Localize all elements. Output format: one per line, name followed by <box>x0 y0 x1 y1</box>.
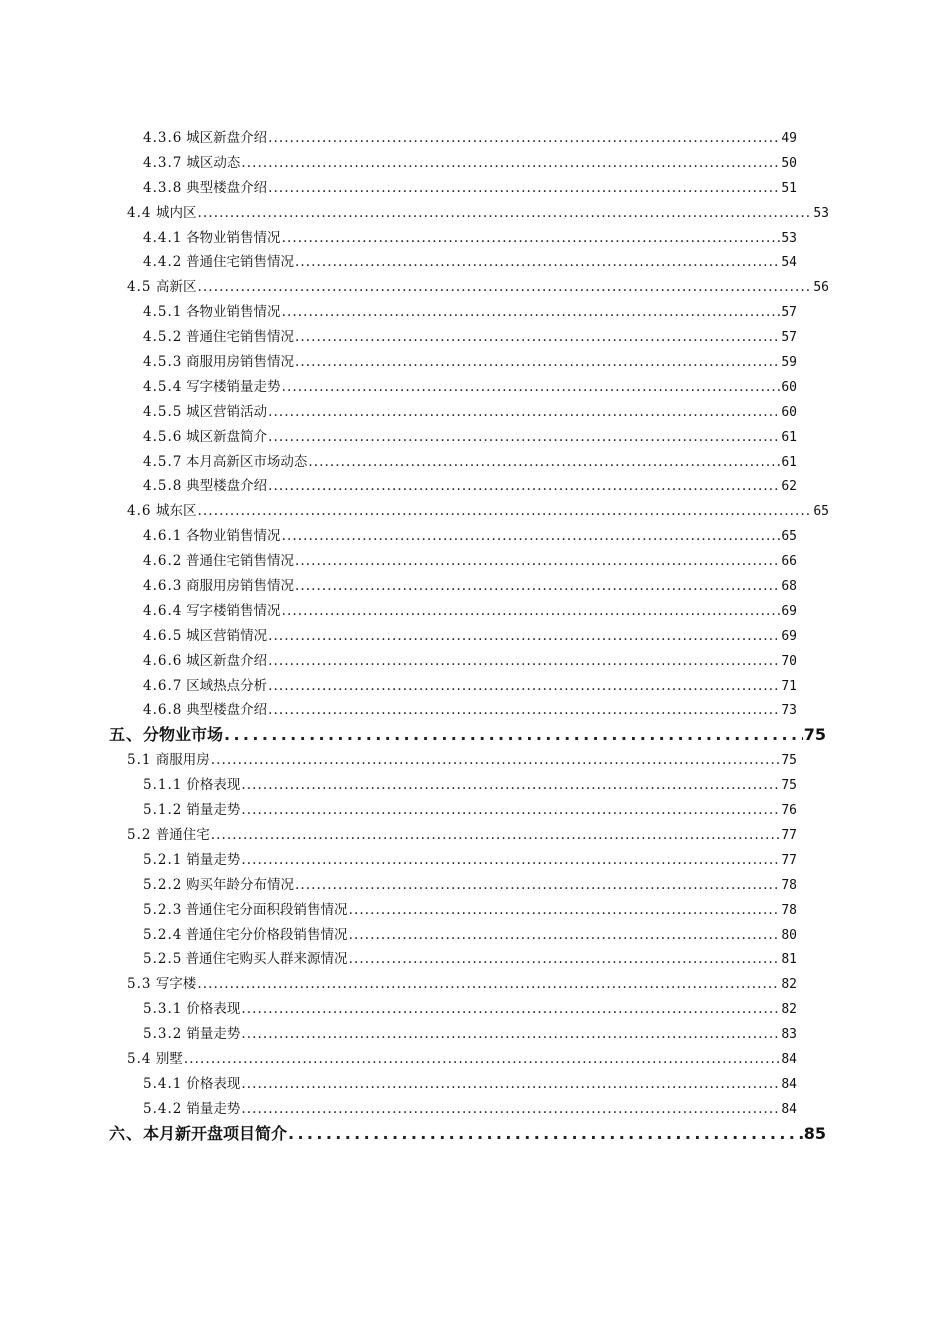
toc-entry-page: 70 <box>781 653 797 669</box>
toc-dot-leader <box>197 972 780 997</box>
toc-dot-leader <box>268 624 780 649</box>
toc-entry-number: 5.3 <box>127 976 152 993</box>
toc-entry-page: 69 <box>781 603 797 619</box>
toc-entry-title: 各物业销售情况 <box>186 229 281 246</box>
toc-dot-leader <box>241 798 780 823</box>
toc-entry-level-2[interactable] <box>127 499 829 524</box>
toc-dot-leader <box>211 748 781 773</box>
toc-dot-leader <box>308 450 780 475</box>
toc-entry-title: 价格表现 <box>186 777 241 794</box>
toc-entry-level-3[interactable] <box>143 549 797 574</box>
toc-dot-leader <box>295 873 780 898</box>
toc-entry-level-3[interactable] <box>143 773 797 798</box>
toc-entry-page: 83 <box>781 1027 797 1043</box>
toc-entry-title: 价格表现 <box>186 1001 241 1018</box>
toc-entry-level-3[interactable] <box>143 923 797 948</box>
toc-entry-page: 84 <box>781 1076 797 1092</box>
toc-entry-level-3[interactable] <box>143 649 797 674</box>
toc-entry-page: 84 <box>781 1101 797 1117</box>
toc-entry-number: 5.2.1 <box>143 851 183 868</box>
toc-dot-leader <box>241 773 780 798</box>
toc-dot-leader <box>184 1047 780 1072</box>
toc-entry-number: 4.3.6 <box>143 130 183 146</box>
toc-entry-page: 61 <box>781 429 797 445</box>
toc-dot-leader <box>282 599 781 624</box>
toc-dot-leader <box>295 574 780 599</box>
toc-entry-number: 4.6.3 <box>143 578 183 595</box>
toc-entry-page: 75 <box>781 778 797 794</box>
toc-entry-page: 80 <box>781 927 797 943</box>
toc-entry-page: 76 <box>781 803 797 819</box>
toc-entry-number: 5.1.2 <box>143 802 183 819</box>
toc-entry-number: 4.5.8 <box>143 478 183 495</box>
toc-entry-number: 5.4.2 <box>143 1100 183 1117</box>
toc-entry-page: 85 <box>803 1123 826 1143</box>
toc-entry-title: 典型楼盘介绍 <box>186 478 268 495</box>
toc-entry-number: 4.6.1 <box>143 528 183 545</box>
toc-dot-leader <box>241 1097 780 1122</box>
toc-entry-page: 59 <box>781 355 797 371</box>
toc-entry-number: 5.4.1 <box>143 1075 183 1092</box>
toc-entry-title: 别墅 <box>155 1050 183 1067</box>
toc-entry-title: 商服用房销售情况 <box>185 354 294 371</box>
toc-entry-level-3[interactable] <box>143 474 797 499</box>
toc-entry-number: 5.4 <box>127 1050 152 1067</box>
toc-entry-number: 4.5.4 <box>143 378 183 395</box>
toc-entry-title: 城区动态 <box>186 154 241 171</box>
toc-entry-number: 5.2.3 <box>143 901 183 918</box>
toc-entry-level-3[interactable] <box>143 176 797 201</box>
toc-entry-title: 城区营销情况 <box>186 627 268 644</box>
toc-dot-leader <box>288 1122 803 1147</box>
toc-entry-number: 4.5.6 <box>143 428 183 445</box>
toc-entry-level-2[interactable] <box>127 972 797 997</box>
toc-entry-level-2[interactable] <box>127 201 829 226</box>
toc-entry-level-3[interactable] <box>143 226 797 251</box>
toc-entry-page: 65 <box>813 504 829 520</box>
toc-entry-title: 普通住宅购买人群来源情况 <box>185 951 348 968</box>
toc-entry-title: 普通住宅分价格段销售情况 <box>185 926 348 943</box>
toc-entry-title: 普通住宅 <box>155 826 210 843</box>
toc-entry-number: 5.1.1 <box>143 777 183 794</box>
toc-entry-number: 4.5.2 <box>143 329 183 346</box>
toc-entry-title: 商服用房销售情况 <box>185 578 294 595</box>
toc-entry-level-3[interactable] <box>143 898 797 923</box>
toc-entry-level-3[interactable] <box>143 350 797 375</box>
toc-entry-number: 5.2.5 <box>143 951 183 968</box>
toc-entry-number: 4.3.8 <box>143 179 183 196</box>
toc-entry-level-3[interactable] <box>143 997 797 1022</box>
toc-entry-title: 商服用房 <box>155 752 210 769</box>
toc-dot-leader <box>295 325 780 350</box>
toc-entry-page: 66 <box>781 554 797 570</box>
toc-entry-title: 城东区 <box>156 503 197 520</box>
toc-dot-leader <box>268 425 780 450</box>
toc-entry-title: 典型楼盘介绍 <box>186 179 268 196</box>
toc-dot-leader <box>268 400 780 425</box>
toc-dot-leader <box>198 499 813 524</box>
toc-entry-page: 62 <box>781 479 797 495</box>
toc-entry-title: 本月高新区市场动态 <box>185 453 308 470</box>
toc-dot-leader <box>268 674 780 699</box>
toc-entry-level-3[interactable] <box>143 698 797 723</box>
toc-entry-page: 56 <box>813 280 829 296</box>
toc-entry-number: 4.5.7 <box>143 453 183 470</box>
toc-entry-level-3[interactable] <box>143 947 797 972</box>
toc-entry-level-3[interactable] <box>143 300 797 325</box>
toc-entry-page: 53 <box>813 205 829 221</box>
toc-entry-page: 57 <box>781 330 797 346</box>
toc-entry-page: 84 <box>781 1051 797 1067</box>
toc-entry-page: 53 <box>781 230 797 246</box>
toc-entry-title: 普通住宅销售情况 <box>185 329 294 346</box>
toc-entry-number: 4.5.3 <box>143 354 183 371</box>
toc-entry-level-3[interactable] <box>143 848 797 873</box>
toc-entry-level-3[interactable] <box>143 674 797 699</box>
toc-entry-number: 4.6.5 <box>143 627 183 644</box>
toc-entry-title: 各物业销售情况 <box>186 304 281 321</box>
toc-dot-leader <box>349 923 781 948</box>
toc-entry-number: 4.5.5 <box>143 403 183 420</box>
toc-entry-level-3[interactable] <box>143 250 797 275</box>
toc-entry-title: 销量走势 <box>186 1100 241 1117</box>
toc-entry-level-3[interactable] <box>143 126 797 151</box>
table-of-contents <box>0 126 950 1147</box>
toc-entry-title: 城区新盘介绍 <box>186 130 268 146</box>
toc-entry-number: 5.2.4 <box>143 926 183 943</box>
toc-dot-leader <box>241 151 780 176</box>
toc-dot-leader <box>211 823 781 848</box>
toc-entry-page: 71 <box>781 678 797 694</box>
toc-entry-number: 4.3.7 <box>143 154 183 171</box>
toc-dot-leader <box>349 898 781 923</box>
toc-entry-number: 六、 <box>109 1123 144 1143</box>
toc-entry-page: 65 <box>781 529 797 545</box>
toc-dot-leader <box>241 1022 780 1047</box>
toc-dot-leader <box>295 250 780 275</box>
toc-entry-number: 4.4 <box>127 204 152 221</box>
toc-entry-page: 60 <box>781 404 797 420</box>
toc-entry-title: 城内区 <box>156 204 197 221</box>
toc-entry-title: 写字楼销量走势 <box>186 378 281 395</box>
toc-entry-page: 77 <box>781 852 797 868</box>
toc-entry-page: 61 <box>781 454 797 470</box>
toc-entry-level-3[interactable] <box>143 1097 797 1122</box>
toc-entry-level-3[interactable] <box>143 151 797 176</box>
toc-entry-number: 4.4.2 <box>143 254 183 271</box>
toc-dot-leader <box>268 698 780 723</box>
toc-entry-number: 4.6 <box>127 503 152 520</box>
toc-dot-leader <box>282 226 781 251</box>
toc-entry-page: 75 <box>781 753 797 769</box>
toc-entry-page: 57 <box>781 305 797 321</box>
toc-entry-level-3[interactable] <box>143 1072 797 1097</box>
toc-entry-number: 5.2 <box>127 826 152 843</box>
toc-entry-number: 4.6.2 <box>143 553 183 570</box>
toc-entry-level-3[interactable] <box>143 425 797 450</box>
toc-entry-title: 各物业销售情况 <box>186 528 281 545</box>
toc-entry-page: 78 <box>781 877 797 893</box>
toc-entry-number: 4.6.8 <box>143 702 183 719</box>
toc-entry-title: 典型楼盘介绍 <box>186 702 268 719</box>
toc-entry-title: 购买年龄分布情况 <box>185 876 294 893</box>
toc-entry-level-3[interactable] <box>143 450 797 475</box>
toc-entry-level-3[interactable] <box>143 798 797 823</box>
toc-dot-leader <box>241 1072 780 1097</box>
toc-entry-page: 69 <box>781 628 797 644</box>
toc-entry-title: 写字楼 <box>155 976 197 993</box>
toc-entry-page: 54 <box>781 255 797 271</box>
toc-entry-level-1[interactable] <box>109 1122 826 1147</box>
toc-entry-number: 5.3.1 <box>143 1001 183 1018</box>
toc-entry-page: 68 <box>781 579 797 595</box>
toc-entry-title: 城区营销活动 <box>186 403 268 420</box>
toc-entry-number: 五、 <box>109 725 144 745</box>
toc-entry-page: 82 <box>781 977 797 993</box>
toc-entry-level-3[interactable] <box>143 325 797 350</box>
toc-entry-level-2[interactable] <box>127 823 797 848</box>
toc-entry-page: 60 <box>781 379 797 395</box>
toc-entry-level-3[interactable] <box>143 873 797 898</box>
toc-entry-page: 75 <box>803 725 826 745</box>
toc-entry-title: 高新区 <box>156 279 197 296</box>
toc-dot-leader <box>224 723 803 748</box>
toc-entry-number: 4.6.6 <box>143 652 183 669</box>
toc-entry-number: 5.3.2 <box>143 1026 183 1043</box>
toc-entry-number: 4.6.4 <box>143 602 183 619</box>
toc-entry-page: 49 <box>781 131 797 146</box>
toc-dot-leader <box>282 524 781 549</box>
toc-entry-title: 分物业市场 <box>143 725 224 745</box>
toc-entry-level-2[interactable] <box>127 748 797 773</box>
toc-dot-leader <box>268 649 780 674</box>
toc-entry-level-3[interactable] <box>143 624 797 649</box>
toc-entry-number: 4.5.1 <box>143 304 183 321</box>
toc-entry-level-3[interactable] <box>143 524 797 549</box>
toc-entry-title: 城区新盘介绍 <box>186 652 268 669</box>
toc-entry-title: 价格表现 <box>186 1075 241 1092</box>
toc-entry-title: 普通住宅销售情况 <box>185 254 294 271</box>
toc-entry-level-3[interactable] <box>143 599 797 624</box>
toc-entry-number: 4.6.7 <box>143 677 183 694</box>
toc-entry-level-3[interactable] <box>143 1022 797 1047</box>
toc-entry-title: 销量走势 <box>186 1026 241 1043</box>
toc-entry-level-1[interactable] <box>109 723 826 748</box>
toc-entry-page: 51 <box>781 180 797 196</box>
toc-entry-title: 本月新开盘项目简介 <box>143 1123 288 1143</box>
toc-entry-title: 普通住宅销售情况 <box>185 553 294 570</box>
toc-entry-page: 78 <box>781 902 797 918</box>
toc-dot-leader <box>349 947 781 972</box>
toc-entry-page: 50 <box>781 155 797 171</box>
toc-entry-title: 销量走势 <box>186 851 241 868</box>
toc-entry-page: 77 <box>781 827 797 843</box>
toc-entry-title: 销量走势 <box>186 802 241 819</box>
toc-dot-leader <box>268 126 780 151</box>
toc-dot-leader <box>295 350 780 375</box>
toc-dot-leader <box>241 997 780 1022</box>
toc-dot-leader <box>295 549 780 574</box>
toc-dot-leader <box>268 176 780 201</box>
toc-entry-level-3[interactable] <box>143 400 797 425</box>
toc-entry-page: 73 <box>781 703 797 719</box>
toc-entry-level-2[interactable] <box>127 275 829 300</box>
toc-dot-leader <box>198 201 813 226</box>
toc-entry-level-3[interactable] <box>143 574 797 599</box>
toc-entry-number: 5.1 <box>127 752 152 769</box>
toc-entry-number: 4.4.1 <box>143 229 183 246</box>
toc-dot-leader <box>241 848 780 873</box>
toc-entry-level-2[interactable] <box>127 1047 797 1072</box>
toc-entry-level-3[interactable] <box>143 375 797 400</box>
toc-entry-page: 82 <box>781 1002 797 1018</box>
toc-entry-title: 普通住宅分面积段销售情况 <box>185 901 348 918</box>
toc-entry-page: 81 <box>781 952 797 968</box>
toc-dot-leader <box>282 375 781 400</box>
toc-entry-title: 城区新盘简介 <box>186 428 268 445</box>
toc-dot-leader <box>198 275 813 300</box>
toc-dot-leader <box>268 474 780 499</box>
toc-entry-title: 写字楼销售情况 <box>186 602 281 619</box>
toc-entry-number: 5.2.2 <box>143 876 183 893</box>
toc-entry-number: 4.5 <box>127 279 152 296</box>
toc-dot-leader <box>282 300 781 325</box>
toc-entry-title: 区域热点分析 <box>186 677 268 694</box>
